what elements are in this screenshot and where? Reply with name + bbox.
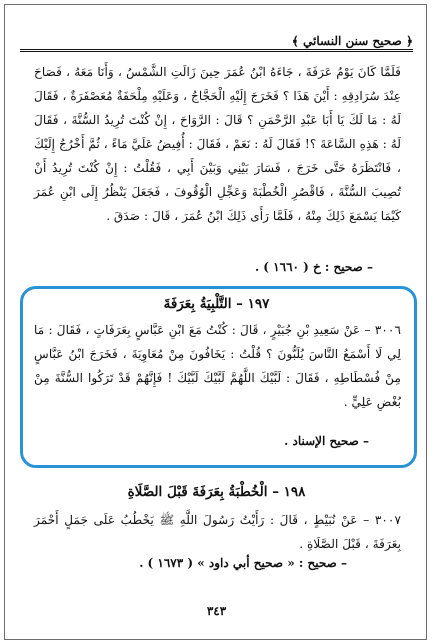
- hadith-3006-grade: – صحيح الإسناد .: [284, 434, 369, 448]
- header-title: ﴿ صحيح سنن النسائي ﴾: [291, 34, 413, 48]
- hadith-3007-paragraph: ٣٠٠٧ – عَنْ نُبَيْطٍ ، قَالَ : رَأَيْتُ رَسُولَ اللَّهِ ﷺ يَخْطُبُ عَلَى جَمَلٍ أَحْمَرَ بِعَرَفَةَ ، قَبْلَ الصَّلَاةِ .: [34, 513, 401, 551]
- page-number: ٣٤٣: [206, 604, 227, 618]
- chapter-197-title: ١٩٧ – التَّلْبِيَةُ بِعَرَفَةَ: [163, 296, 270, 312]
- chapter-198-title: ١٩٨ – الْخُطْبَةُ بِعَرَفَةَ قَبْلَ الصَّلَاةِ: [127, 484, 306, 500]
- hadith-continuation-paragraph: فَلَمَّا كَانَ يَوْمُ عَرَفَةَ ، جَاءَهُ ابْنُ عُمَرَ حِينَ زَالَتِ الشَّمْسُ ، وَأَنَا مَعَهُ ، فَصَاحَ عِنْدَ سُرَادِقِهِ : أَيْنَ هَذَا ؟ فَخَرَجَ إِلَيْهِ الْحَجَّاجُ ، وَعَلَيْهِ مِلْحَفَةٌ مُعَصْفَرَةٌ ، فَقَالَ لَهُ : مَا لَكَ يَا أَبَا عَبْدِ الرَّحْمَنِ ؟ قَالَ : الرَّوَاحَ ، إِنْ كُنْتَ تُرِيدُ السُّنَّةَ ، فَقَالَ لَهُ : هَذِهِ السَّاعَةَ ؟! فَقَالَ لَهُ : نَعَمْ ، فَقَالَ : أُفِيضُ عَلَيَّ مَاءً ، ثُمَّ أَخْرُجُ إِلَيْكَ ، فَانْتَظَرَهُ حَتَّى خَرَجَ ، فَسَارَ بَيْنِي وَبَيْنَ أَبِي ، فَقُلْتُ : إِنْ كُنْتَ تُرِيدُ أَنْ تُصِيبَ السُّنَّةَ ، فَاقْصُرِ الْخُطْبَةَ وَعَجِّلِ الْوُقُوفَ ، فَجَعَلَ يَنْظُرُ إِلَى ابْنِ عُمَرَ كَيْمَا يَسْمَعَ ذَلِكَ مِنْهُ ، فَلَمَّا رَأَى ذَلِكَ ابْنُ عُمَرَ ، قَالَ : صَدَقَ .: [34, 65, 401, 223]
- hadith-grade: – صحيح : خ ( ١٦٦٠ ) .: [254, 260, 373, 274]
- hadith-3006-paragraph: ٣٠٠٦ – عَنْ سَعِيدِ بْنِ جُبَيْرٍ ، قَالَ : كُنْتُ مَعَ ابْنِ عَبَّاسٍ بِعَرَفَاتٍ ، فَقَالَ : مَا لِي لَا أَسْمَعُ النَّاسَ يُلَبُّونَ ؟ قُلْتُ : يَخَافُونَ مِنْ مُعَاوِيَةَ ، فَخَرَجَ ابْنُ عَبَّاسٍ مِنْ فُسْطَاطِهِ ، فَقَالَ : لَبَّيْكَ اللَّهُمَّ لَبَّيْكَ لَبَّيْكَ ! فَإِنَّهُمْ قَدْ تَرَكُوا السُّنَّةَ مِنْ بُغْضِ عَلِيٍّ .: [34, 323, 401, 409]
- header-rule: [20, 49, 413, 52]
- hadith-3007-grade: – صحيح : « صحيح أبي داود » ( ١٦٧٣ ) .: [139, 556, 347, 570]
- running-header: [20, 26, 413, 48]
